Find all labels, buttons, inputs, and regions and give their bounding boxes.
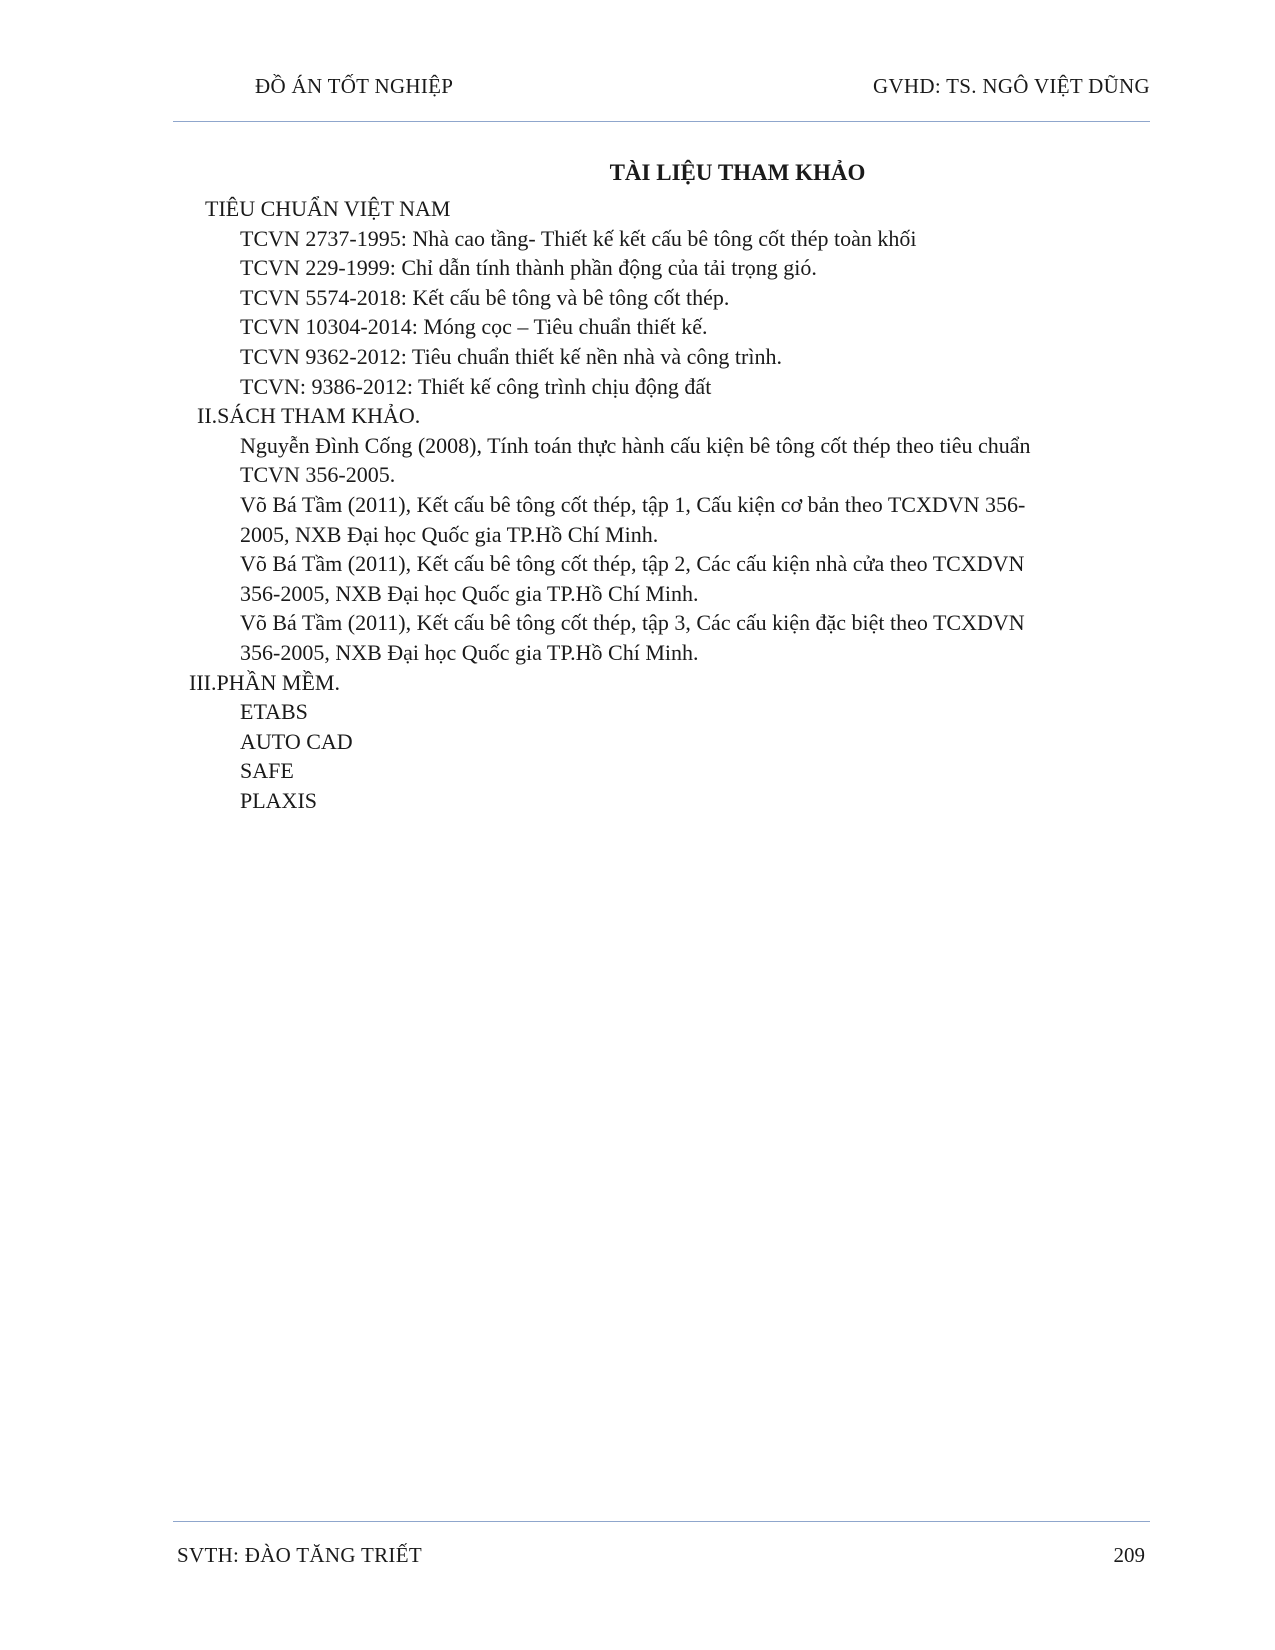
reference-item-line: TCVN 5574-2018: Kết cấu bê tông và bê tông cốt thép. — [240, 284, 730, 310]
reference-item-line: 356-2005, NXB Đại học Quốc gia TP.Hồ Chí Minh. — [240, 580, 699, 606]
reference-item-line: TCVN 10304-2014: Móng cọc – Tiêu chuẩn thiết kế. — [240, 314, 708, 340]
page-number: 209 — [1113, 1543, 1145, 1567]
reference-item-line: TCVN 9362-2012: Tiêu chuẩn thiết kế nền nhà và công trình. — [240, 344, 782, 369]
reference-item-line: Nguyễn Đình Cống (2008), Tính toán thực hành cấu kiện bê tông cốt thép theo tiêu chuẩn — [240, 432, 1031, 458]
page-header — [0, 0, 1275, 125]
reference-item-line: Võ Bá Tầm (2011), Kết cấu bê tông cốt thép, tập 3, Các cấu kiện đặc biệt theo TCXDVN — [240, 610, 1025, 636]
header-project-title: ĐỒ ÁN TỐT NGHIỆP — [255, 74, 454, 98]
section-heading: III.PHẦN MỀM. — [189, 669, 340, 695]
page-title: TÀI LIỆU THAM KHẢO — [609, 160, 866, 185]
reference-item-line: TCVN 229-1999: Chỉ dẫn tính thành phần động của tải trọng gió. — [240, 255, 817, 281]
header-advisor: GVHD: TS. NGÔ VIỆT DŨNG — [873, 74, 1150, 98]
reference-item-line: ETABS — [240, 699, 308, 725]
section-heading: TIÊU CHUẨN VIỆT NAM — [205, 196, 451, 221]
reference-item-line: SAFE — [240, 758, 294, 784]
section-heading: II.SÁCH THAM KHẢO. — [197, 403, 421, 429]
reference-item-line: 356-2005, NXB Đại học Quốc gia TP.Hồ Chí Minh. — [240, 640, 699, 665]
reference-item-line: TCVN 2737-1995: Nhà cao tầng- Thiết kế kết cấu bê tông cốt thép toàn khối — [240, 225, 917, 251]
reference-item-line: AUTO CAD — [240, 728, 353, 754]
reference-item-line: TCVN 356-2005. — [240, 462, 396, 488]
header-divider — [173, 121, 1150, 122]
footer-divider — [173, 1521, 1150, 1522]
footer-student: SVTH: ĐÀO TĂNG TRIẾT — [177, 1543, 422, 1567]
reference-item-line: Võ Bá Tầm (2011), Kết cấu bê tông cốt thép, tập 2, Các cấu kiện nhà cửa theo TCXDVN — [240, 551, 1025, 577]
reference-item-line: TCVN: 9386-2012: Thiết kế công trình chịu động đất — [240, 373, 712, 399]
reference-item-line: 2005, NXB Đại học Quốc gia TP.Hồ Chí Minh. — [240, 521, 659, 547]
reference-item-line: PLAXIS — [240, 788, 318, 813]
reference-item-line: Võ Bá Tầm (2011), Kết cấu bê tông cốt thép, tập 1, Cấu kiện cơ bản theo TCXDVN 356- — [240, 492, 1026, 517]
